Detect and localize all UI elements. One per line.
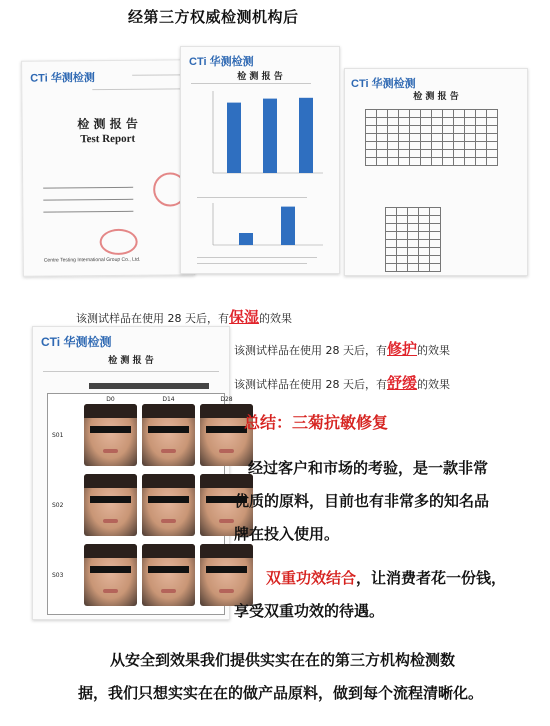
row-label: S02 xyxy=(52,502,64,509)
caption-soothe xyxy=(234,372,450,393)
caption-text: 的效果 xyxy=(259,312,293,325)
caption-keyword: 舒缓 xyxy=(387,374,418,392)
eye-mask-bar xyxy=(90,426,131,433)
data-table-2 xyxy=(385,207,441,272)
column-label: D28 xyxy=(220,396,233,403)
report-table-image xyxy=(344,68,528,276)
caption-text: 该测试样品在使用 28 天后，有 xyxy=(234,378,387,391)
bar-chart-bottom xyxy=(197,201,327,253)
eye-mask-bar xyxy=(148,496,189,503)
bar-chart-top xyxy=(197,89,327,189)
caption-keyword: 保湿 xyxy=(229,308,260,326)
dual-effect-line-2: 享受双重功效的待遇。 xyxy=(234,602,385,620)
summary-line: 优质的原料，目前也有非常多的知名品 xyxy=(234,492,490,510)
report-title-cn: 检 测 报 告 xyxy=(77,116,138,132)
face-photo xyxy=(142,474,195,536)
eye-mask-bar xyxy=(206,566,247,573)
face-photo xyxy=(84,404,137,466)
caption-moisture xyxy=(76,306,292,327)
data-table xyxy=(365,109,498,166)
face-photo xyxy=(142,404,195,466)
face-photo xyxy=(142,544,195,606)
eye-mask-bar xyxy=(90,566,131,573)
chart-bar xyxy=(299,98,313,173)
report-cover-image xyxy=(21,59,195,276)
logo-text: CTi 华测检测 xyxy=(41,335,112,349)
dual-effect-line xyxy=(266,562,506,595)
dual-effect-keyword: 双重功效结合 xyxy=(266,569,357,587)
caption-text: 该测试样品在使用 28 天后，有 xyxy=(76,312,229,325)
page-heading: 经第三方权威检测机构后 xyxy=(128,8,299,26)
summary-paragraph xyxy=(248,452,538,485)
logo-text: CTi 华测检测 xyxy=(30,72,95,85)
face-grid xyxy=(47,393,233,615)
closing-line-1: 从安全到效果我们提供实实在在的第三方机构检测数 xyxy=(110,651,456,669)
logo-text: CTi 华测检测 xyxy=(351,78,416,90)
report-title: 检 测 报 告 xyxy=(413,92,459,102)
cti-logo xyxy=(30,69,95,86)
report-face-image xyxy=(32,326,233,620)
report-footer: Centre Testing International Group Co., Ltd. xyxy=(43,256,141,264)
report-title: 检 测 报 告 xyxy=(237,72,283,82)
caption-text: 的效果 xyxy=(417,378,451,391)
row-label: S03 xyxy=(52,572,64,579)
eye-mask-bar xyxy=(206,426,247,433)
chart-bar xyxy=(239,233,253,245)
eye-mask-bar xyxy=(148,566,189,573)
summary-line: 牌在投入使用。 xyxy=(234,525,340,543)
summary-title: 总结：三菊抗敏修复 xyxy=(244,413,389,432)
column-label: D14 xyxy=(162,396,175,403)
face-photo xyxy=(84,474,137,536)
dual-effect-text: ，让消费者花一份钱， xyxy=(356,569,507,587)
chart-bar xyxy=(227,103,241,173)
logo-text: CTi 华测检测 xyxy=(189,56,254,68)
report-title: 检 测 报 告 xyxy=(108,356,154,366)
caption-text: 的效果 xyxy=(417,344,451,357)
chart-bar xyxy=(281,207,295,245)
caption-repair xyxy=(234,338,450,359)
row-label: S01 xyxy=(52,432,64,439)
chart-bar xyxy=(263,99,277,173)
red-seal-bottom-icon xyxy=(100,229,138,255)
report-chart-image xyxy=(180,46,340,274)
caption-keyword: 修护 xyxy=(387,340,418,358)
caption-text: 该测试样品在使用 28 天后，有 xyxy=(234,344,387,357)
summary-paragraph-cont xyxy=(234,485,534,551)
closing-line-2: 据，我们只想实实在在的做产品原料，做到每个流程清晰化。 xyxy=(78,684,484,702)
cti-logo xyxy=(41,333,111,350)
cti-logo xyxy=(189,53,254,69)
summary-line: 经过客户和市场的考验，是一款非常 xyxy=(248,459,489,477)
face-photo xyxy=(84,544,137,606)
column-label: D0 xyxy=(106,396,115,403)
eye-mask-bar xyxy=(90,496,131,503)
eye-mask-bar xyxy=(148,426,189,433)
report-title-en: Test Report xyxy=(80,132,136,146)
